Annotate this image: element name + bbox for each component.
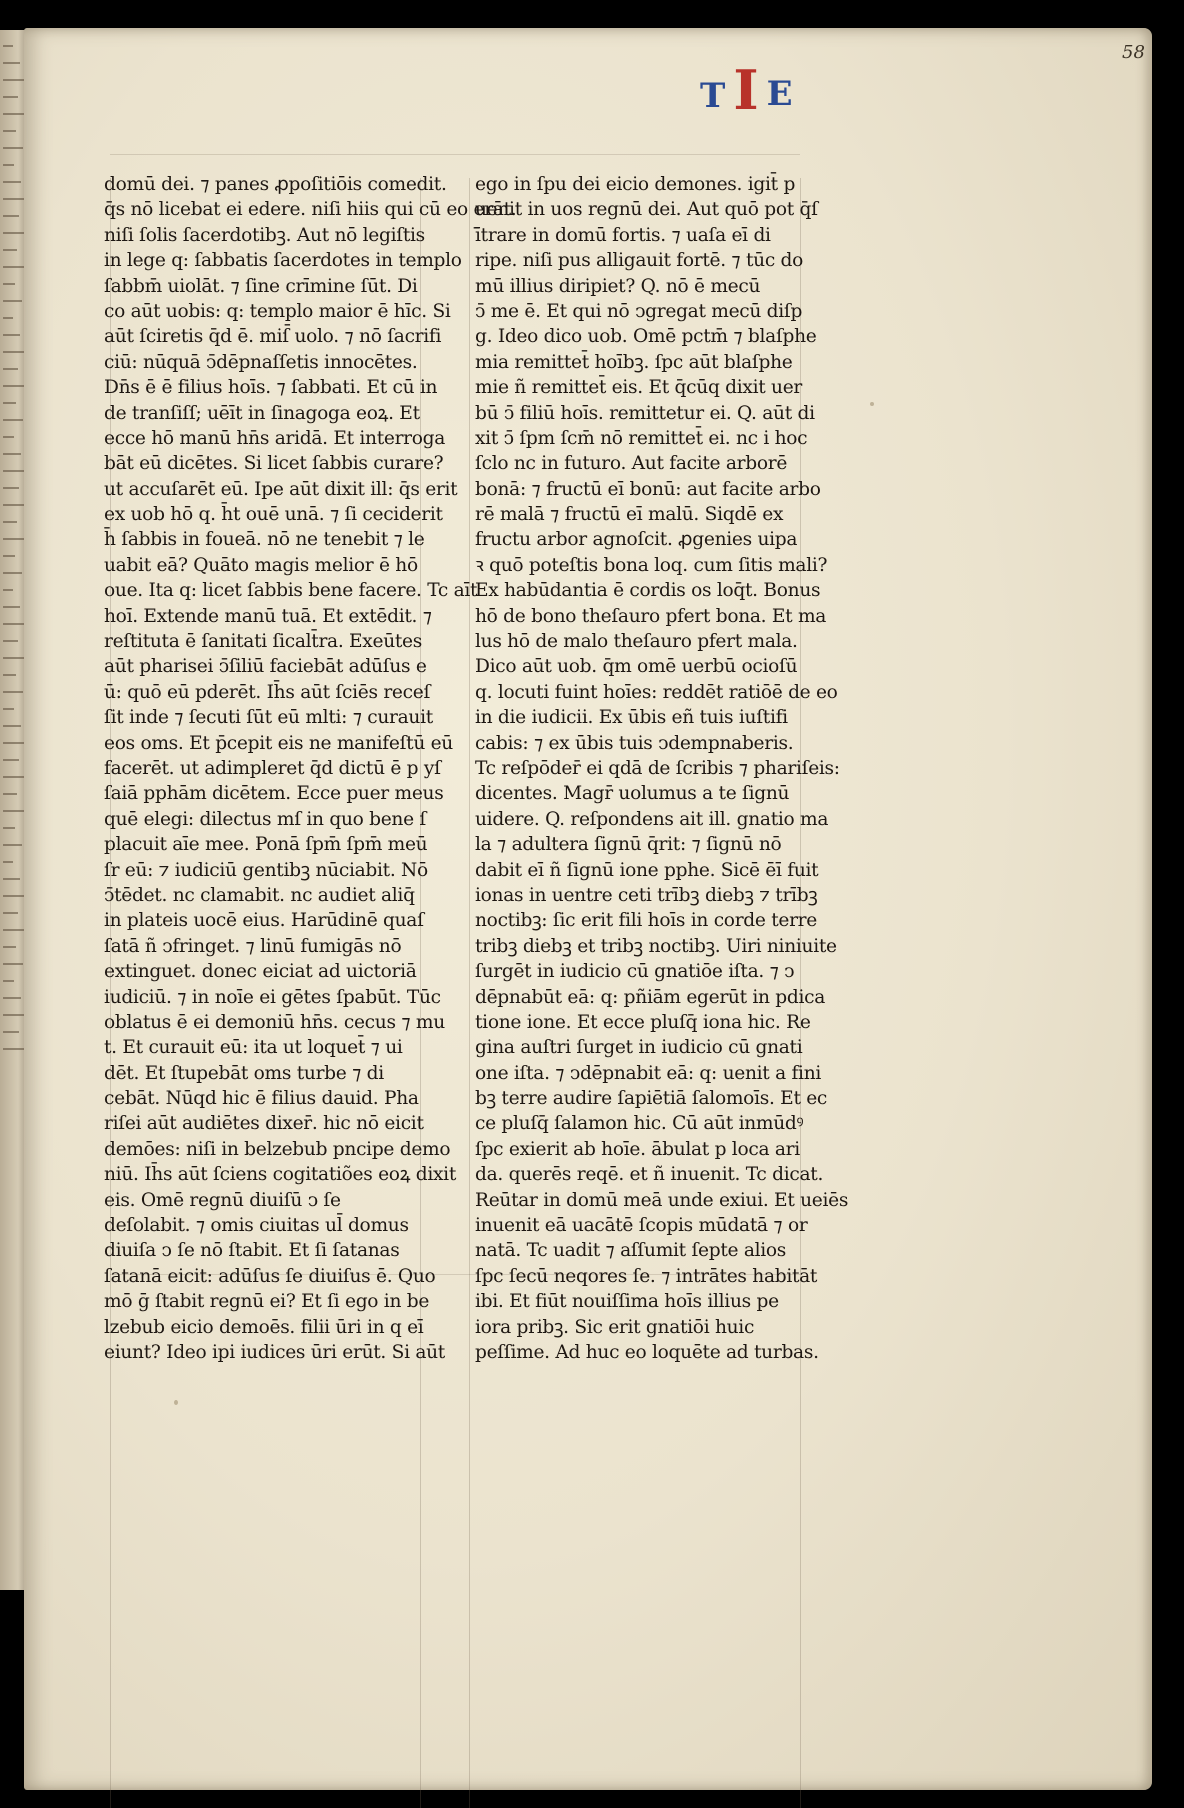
edge-text-fragment [3, 538, 24, 540]
text-line: uabit eā? Quāto magis melior ē hō [104, 554, 418, 576]
text-line: dēpnabūt eā: q: pñiām egerūt in pdica [475, 986, 826, 1008]
text-line: riſei aūt audiētes dixer̄. hic nō eicit [104, 1113, 424, 1135]
ruling-line [110, 154, 800, 155]
text-line: Dico aūt uob. q̄m omē uerbū ocioſū [475, 656, 798, 678]
edge-text-fragment [3, 1031, 19, 1033]
text-line: ibi. Et fiūt nouiſſima hoīs illius pe [475, 1291, 779, 1313]
text-line: iora pribꝫ. Sic erit gnatiōi huic [475, 1316, 755, 1338]
ruling-line [469, 178, 470, 1808]
edge-text-fragment [3, 436, 14, 438]
edge-text-fragment [3, 793, 17, 795]
text-line: Dn̄s ē ē filius hoīs. ⁊ ſabbati. Et cū in [104, 377, 438, 399]
text-line: Ex habūdantia ē cordis os loq̄t. Bonus [475, 580, 821, 602]
ink-speck [870, 402, 874, 406]
text-line: diuiſa ↄ ſe nō ſtabit. Et ſi ſatanas [104, 1240, 400, 1262]
text-line: eis. Omē regnū diuiſū ↄ ſe [104, 1189, 341, 1211]
edge-text-fragment [3, 45, 13, 47]
text-line: dabit eī ñ ſignū ione pphe. Sicē ēī fuit [475, 859, 819, 881]
text-line: hō de bono theſauro pfert bona. Et ma [475, 605, 827, 627]
edge-text-fragment [3, 215, 19, 217]
edge-text-fragment [3, 300, 22, 302]
text-line: ↄ̄tēdet. nc clamabit. nc audiet aliq̄ [104, 884, 415, 906]
edge-text-fragment [3, 674, 16, 676]
text-line: ſurgēt in iudicio cū gnatiōe iſta. ⁊ ↄ [475, 961, 795, 983]
text-line: ex uob hō q. h̄t ouē unā. ⁊ ſi ceciderit [104, 504, 443, 526]
edge-text-fragment [3, 504, 26, 506]
edge-text-fragment [3, 453, 21, 455]
edge-text-fragment [3, 317, 13, 319]
text-line: extinguet. donec eiciat ad uictoriā [104, 961, 417, 983]
edge-text-fragment [3, 62, 20, 64]
running-head-letter: E [766, 74, 793, 114]
text-line: bonā: ⁊ fructū eī bonū: aut facite arbo [475, 478, 821, 500]
edge-text-fragment [3, 759, 19, 761]
edge-text-fragment [3, 334, 20, 336]
edge-text-fragment [3, 878, 20, 880]
text-line: placuit aīe mee. Ponā ſpm̄ ſpm̄ meū [104, 834, 428, 856]
text-line: ī̄trare in domū fortis. ⁊ uaſa eī di [475, 224, 771, 246]
text-line: da. querēs reqē. et ñ inuenit. Tc dicat. [475, 1164, 824, 1186]
text-line: lzebub eicio demoēs. filii ūri in q eī [104, 1316, 424, 1338]
edge-text-fragment [3, 1048, 26, 1050]
edge-text-fragment [3, 147, 23, 149]
text-line: bāt eū dicētes. Si licet ſabbis curare? [104, 453, 444, 475]
text-line: bū ↄ̄ filiū hoīs. remittetur ei. Q. aūt di [475, 402, 815, 424]
text-column-left [104, 172, 517, 1365]
text-line: eiunt? Ideo ipi iudices ūri erūt. Si aūt [104, 1341, 445, 1363]
edge-text-fragment [3, 232, 26, 234]
edge-text-fragment [3, 521, 17, 523]
text-line: eos oms. Et p̄cepit eis ne manifeſtū eū [104, 732, 453, 754]
running-head-letter: T [700, 76, 726, 116]
text-line: xit ↄ̄ ſpm ſcm̄ nō remittet̄ ei. nc i hoc [475, 427, 808, 449]
text-line: cabis: ⁊ ex ūbis tuis ↄdempnaberis. [475, 732, 794, 754]
text-line: iudiciū. ⁊ in noīe ei gētes ſpabūt. Tūc [104, 986, 441, 1008]
text-line: aūt ſciretis q̄d ē. miſ̄ uolo. ⁊ nō ſacrifi [104, 326, 442, 348]
text-line: la ⁊ adultera ſignū q̄rit: ⁊ ſignū nō [475, 834, 782, 856]
text-line: uenit in uos regnū dei. Aut quō pot q̄ſ [475, 199, 818, 221]
text-line: one iſta. ⁊ ↄdēpnabit eā: q: uenit a fini [475, 1062, 822, 1084]
ink-speck [174, 1400, 178, 1405]
text-line: Reūtar in domū meā unde exiui. Et ueiēs [475, 1189, 849, 1211]
text-line: rē malā ⁊ fructū eī malū. Siqdē ex [475, 504, 784, 526]
text-line: Tc reſpōder̄ ei qdā de ſcribis ⁊ phariſeis: [475, 757, 840, 779]
text-line: inuenit eā uacātē ſcopis mūdatā ⁊ or [475, 1215, 808, 1237]
edge-text-fragment [3, 827, 15, 829]
edge-text-fragment [3, 283, 15, 285]
text-line: ecce hō manū hn̄s aridā. Et interroga [104, 427, 446, 449]
text-line: uidere. Q. reſpondens ait ill. gnatio ma [475, 808, 829, 830]
text-line: gina auſtri ſurget in iudicio cū gnati [475, 1037, 803, 1059]
edge-text-fragment [3, 980, 14, 982]
edge-text-fragment [3, 589, 13, 591]
text-line: ionas in uentre ceti trībꝫ diebꝫ ⁊ trībꝫ [475, 884, 818, 906]
text-line: ſpc exierit ab hoīe. ābulat p loca ari [475, 1138, 800, 1160]
edge-text-fragment [3, 113, 25, 115]
edge-text-fragment [3, 181, 21, 183]
text-line: ſpc ſecū neqores ſe. ⁊ intrātes habitāt [475, 1265, 818, 1287]
edge-text-fragment [3, 861, 13, 863]
text-line: q̄s nō licebat ei edere. niſi hiis qui cū eo erāt. [104, 199, 517, 221]
edge-text-fragment [3, 606, 20, 608]
text-line: natā. Tc uadit ⁊ aſſumit ſepte alios [475, 1240, 787, 1262]
edge-text-fragment [3, 555, 15, 557]
folio-number: 58 [1122, 42, 1145, 63]
text-line: tribꝫ diebꝫ et tribꝫ noctibꝫ. Uiri niniuite [475, 935, 837, 957]
edge-text-fragment [3, 929, 25, 931]
edge-text-fragment [3, 725, 21, 727]
edge-text-fragment [3, 810, 24, 812]
text-line: niū. Ih̄s aūt ſciens cogitatiões eoꝝ dixit [104, 1164, 457, 1186]
text-line: in lege q: ſabbatis ſacerdotes in templo [104, 250, 462, 272]
text-line: ↄ̄ me ē. Et qui nō ↄgregat mecū diſp [475, 300, 803, 322]
text-line: mie ñ remittet̄ eis. Et q̄cūq dixit uer [475, 377, 802, 399]
text-line: ſatanā eicit: adūſus ſe diuiſus ē. Quo [104, 1265, 436, 1287]
text-line: t. Et curauit eū: ita ut loquet̄ ⁊ ui [104, 1037, 403, 1059]
text-line: ſclo nc in futuro. Aut facite arborē [475, 453, 788, 475]
text-line: in plateis uocē eius. Harūdinē quaſ [104, 910, 424, 932]
text-line: ū: quō eū pderēt. Ih̄s aūt ſciēs receſ [104, 681, 431, 703]
text-line: q. locuti fuint hoīes: reddēt ratiōē de eo [475, 681, 838, 703]
text-line: mō ḡ ſtabit regnū ei? Et ſi ego in be [104, 1291, 430, 1313]
text-line: hoī. Extende manū tuā. Et extēdit. ⁊ [104, 605, 432, 627]
edge-text-fragment [3, 487, 19, 489]
edge-text-fragment [3, 963, 23, 965]
edge-text-fragment [3, 249, 17, 251]
text-line: ſaiā pphām dicētem. Ecce puer meus [104, 783, 444, 805]
edge-text-fragment [3, 691, 23, 693]
text-line: mia remittet̄ hoībꝫ. ſpc aūt blaſphe [475, 351, 793, 373]
edge-text-fragment [3, 640, 18, 642]
text-line: co aūt uobis: q: templo maior ē hīc. Si [104, 300, 451, 322]
text-line: ſit inde ⁊ ſecuti ſūt eū mlti: ⁊ curauit [104, 707, 433, 729]
text-line: tione ione. Et ecce pluſq̄ iona hic. Re [475, 1011, 811, 1033]
edge-text-fragment [3, 776, 26, 778]
text-line: in die iudicii. Ex ūbis eñ tuis iuſtifi [475, 707, 788, 729]
edge-text-fragment [3, 997, 21, 999]
text-line: noctibꝫ: ſic erit fili hoīs in corde terre [475, 910, 817, 932]
running-head-letter: I [733, 58, 759, 122]
text-line: demōes: niſi in belzebub pncipe demo [104, 1138, 451, 1160]
running-head [700, 58, 850, 138]
text-line: ce pluſq̄ ſalamon hic. Cū aūt inmūdꝰ [475, 1113, 804, 1135]
text-line: niſi ſolis ſacerdotibꝫ. Aut nō legiſtis [104, 224, 425, 246]
edge-text-fragment [3, 368, 18, 370]
edge-text-fragment [3, 572, 22, 574]
text-line: ꝛ quō poteſtis bona loq. cum ſitis mali? [475, 554, 828, 576]
text-line: oblatus ē ei demoniū hn̄s. cecus ⁊ mu [104, 1011, 445, 1033]
text-line: facerēt. ut adimpleret q̄d dictū ē p yſ [104, 757, 441, 779]
edge-text-fragment [3, 708, 14, 710]
text-line: dēt. Et ſtupebāt oms turbe ⁊ di [104, 1062, 384, 1084]
text-line: dicentes. Magr̄ uolumus a te ſignū [475, 783, 790, 805]
text-line: cebāt. Nūqd hic ē filius dauid. Pha [104, 1088, 419, 1110]
text-line: ciū: nūquā ↄ̄dēpnaſſetis innocētes. [104, 351, 418, 373]
edge-text-fragment [3, 419, 23, 421]
edge-text-fragment [3, 385, 25, 387]
text-column-right [475, 172, 849, 1365]
edge-text-fragment [3, 402, 16, 404]
edge-text-fragment [3, 164, 14, 166]
text-line: ripe. niſi pus alligauit fortē. ⁊ tūc do [475, 250, 804, 272]
text-line: fructu arbor agnoſcit. ꝓgenies uipa [475, 529, 798, 551]
edge-text-fragment [3, 96, 18, 98]
text-line: lus hō de malo theſauro pfert mala. [475, 631, 798, 653]
edge-text-fragment [3, 657, 25, 659]
edge-text-fragment [3, 130, 16, 132]
text-line: g. Ideo dico uob. Omē pctm̄ ⁊ blaſphe [475, 326, 817, 348]
text-line: mū illius diripiet? Q. nō ē mecū [475, 275, 761, 297]
edge-text-fragment [3, 946, 16, 948]
edge-text-fragment [3, 266, 24, 268]
text-line: de tranſiſſ; uēīt in ſinagoga eoꝝ. Et [104, 402, 420, 424]
text-line: ſabbm̄ uiolāt. ⁊ ſine crīmine ſūt. Di [104, 275, 418, 297]
text-line: deſolabit. ⁊ omis ciuitas ul̄ domus [104, 1215, 409, 1237]
text-line: ut accuſarēt eū. Ipe aūt dixit ill: q̄s erit [104, 478, 458, 500]
text-line: ego in ſpu dei eicio demones. igit̄ p [475, 174, 796, 195]
text-line: reſtituta ē ſanitati ſicalt̄ra. Exeūtes [104, 631, 422, 653]
text-line: bꝫ terre audire ſapiētiā ſalomoīs. Et ec [475, 1088, 828, 1110]
text-line: ſr eū: ⁊ iudiciū gentibꝫ nūciabit. Nō [104, 859, 428, 881]
text-line: aūt pharisei ↄ̄ſiliū faciebāt adūſus e [104, 656, 427, 678]
text-line: peſſime. Ad huc eo loquēte ad turbas. [475, 1341, 819, 1363]
text-line: ſatā ñ ↄfringet. ⁊ linū fumigās nō [104, 935, 402, 957]
text-line: h̄ ſabbis in foueā. nō ne tenebit ⁊ le [104, 529, 425, 551]
edge-text-fragment [3, 844, 22, 846]
text-line: oue. Ita q: licet ſabbis bene facere. Tc aīt [104, 580, 478, 602]
text-line: domū dei. ⁊ panes ꝓpoſitiōis comedit. [104, 174, 447, 195]
text-line: quē elegi: dilectus mſ in quo bene ſ [104, 808, 426, 830]
edge-text-fragment [3, 912, 18, 914]
